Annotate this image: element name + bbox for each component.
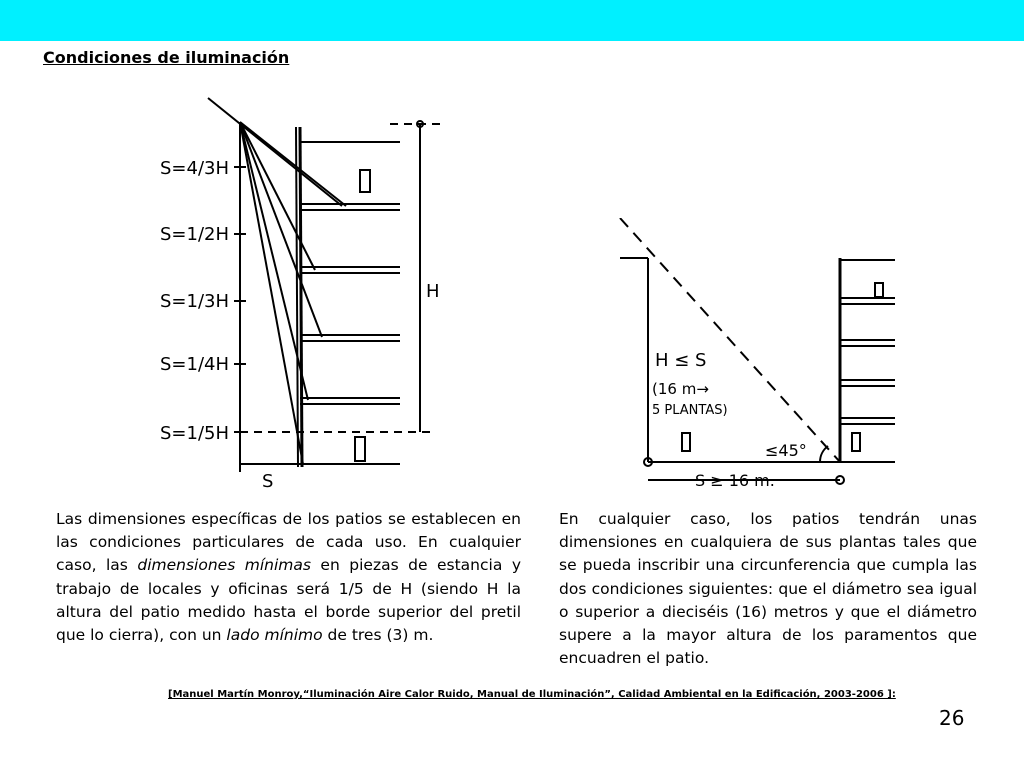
paragraph-right: En cualquier caso, los patios tendrán unas dimensiones en cualquiera de sus plantas tales que se pueda inscribir una circunferencia que cumpla las dos condiciones siguientes: que el diámetro sea igual o superior a dieciséis (16) metros y que el diámetro supere a la mayor altura de los paramentos que encuadren el patio. bbox=[559, 510, 977, 668]
ratio-label-1-3: S=1/3H bbox=[160, 291, 230, 312]
light-angle-sketch bbox=[150, 92, 450, 492]
height-rule: H ≤ S bbox=[655, 350, 707, 371]
paragraph-left-em1: dimensiones mínimas bbox=[137, 556, 311, 575]
top-accent-bar bbox=[0, 0, 1024, 41]
page-title: Condiciones de iluminación bbox=[43, 48, 290, 67]
width-label: S bbox=[262, 471, 274, 492]
page-number: 26 bbox=[939, 706, 965, 730]
ratio-label-1-5: S=1/5H bbox=[160, 423, 230, 444]
paragraph-left-em2: lado mínimo bbox=[226, 626, 323, 645]
ratio-label-1-2: S=1/2H bbox=[160, 224, 230, 245]
base-label: S ≥ 16 m. bbox=[695, 471, 775, 490]
height-label: H bbox=[426, 281, 440, 302]
paragraph-left-part1: Las dimensiones específicas de los patios se establecen en las condiciones particulares de cada uso. En cualquier caso, las bbox=[56, 510, 521, 575]
paragraph-left-part3: de tres (3) m. bbox=[322, 626, 434, 645]
reference-citation: [Manuel Martín Monroy,“Iluminación Aire Calor Ruido, Manual de Iluminación”, Calidad Ambiental en la Edificación, 2003-2006 ]: bbox=[168, 689, 896, 700]
ratio-label-1-4: S=1/4H bbox=[160, 354, 230, 375]
paragraph-left-part2: en piezas de estancia y trabajo de locales y oficinas será 1/5 de H (siendo H la altura del patio medido hasta el borde superior del pretil que lo cierra), con un bbox=[56, 556, 521, 645]
note-line-1: (16 m→ bbox=[652, 380, 709, 398]
ratio-label-4-3: S=4/3H bbox=[160, 158, 230, 179]
angle-label: ≤45° bbox=[765, 441, 807, 460]
paragraph-left bbox=[56, 508, 521, 647]
courtyard-sketch bbox=[600, 218, 900, 498]
note-line-2: 5 PLANTAS) bbox=[652, 403, 728, 418]
